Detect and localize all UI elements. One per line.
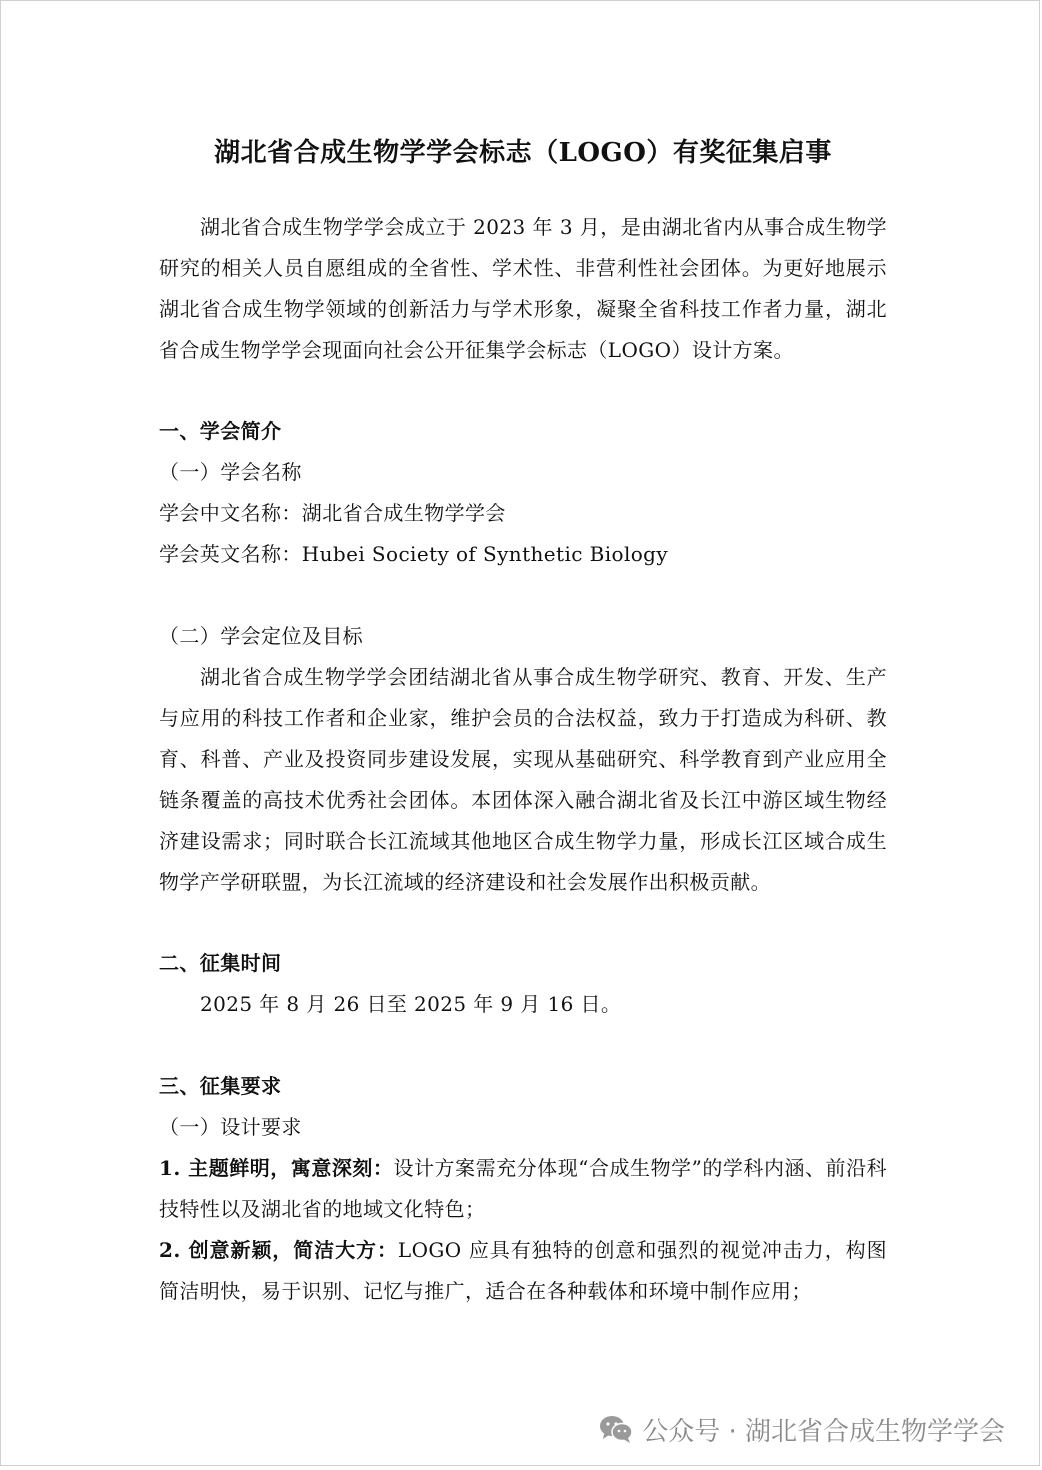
positioning-paragraph: 湖北省合成生物学学会团结湖北省从事合成生物学研究、教育、开发、生产与应用的科技工作者和企业家，维护会员的合法权益，致力于打造成为科研、教育、科普、产业及投资同步建设发展，实现从基础研究、科学教育到产业应用全链条覆盖的高技术优秀社会团体。本团体深入融合湖北省及长江中游区域生物经济建设需求；同时联合长江流域其他地区合成生物学力量，形成长江区域合成生物学产学研联盟，为长江流域的经济建设和社会发展作出积极贡献。 <box>159 665 887 894</box>
requirement-item-2-text: LOGO 应具有独特的创意和强烈的视觉冲击力，构图简洁明快，易于识别、记忆与推广，适合在各种载体和环境中制作应用； <box>159 1238 887 1303</box>
intro-paragraph: 湖北省合成生物学学会成立于 2023 年 3 月，是由湖北省内从事合成生物学研究的相关人员自愿组成的全省性、学术性、非营利性社会团体。为更好地展示湖北省合成生物学领域的创新活力与学术形象，凝聚全省科技工作者力量，湖北省合成生物学学会现面向社会公开征集学会标志（LOGO）设计方案。 <box>159 215 887 362</box>
section1-sub2: （二）学会定位及目标 <box>159 624 363 648</box>
section1-heading: 一、学会简介 <box>159 419 282 443</box>
wechat-watermark <box>598 1407 1005 1451</box>
requirement-item-2 <box>159 1230 887 1312</box>
society-chinese-name: 学会中文名称：湖北省合成生物学学会 <box>159 501 506 525</box>
section2-heading: 二、征集时间 <box>159 951 282 975</box>
requirement-item-1-lead: 1. 主题鲜明，寓意深刻： <box>159 1156 394 1180</box>
section3-sub1: （一）设计要求 <box>159 1115 302 1139</box>
requirement-item-1 <box>159 1148 887 1230</box>
wechat-icon <box>598 1413 634 1445</box>
document-title: 湖北省合成生物学学会标志（LOGO）有奖征集启事 <box>214 138 832 168</box>
requirement-item-1-text: 设计方案需充分体现“合成生物学”的学科内涵、前沿科技特性以及湖北省的地域文化特色； <box>159 1156 888 1221</box>
society-english-name: 学会英文名称：Hubei Society of Synthetic Biology <box>159 542 669 566</box>
watermark-text: 公众号 · 湖北省合成生物学学会 <box>642 1416 1005 1447</box>
section3-heading: 三、征集要求 <box>159 1074 282 1098</box>
requirement-item-2-lead: 2. 创意新颖，简洁大方： <box>159 1238 398 1262</box>
section1-sub1: （一）学会名称 <box>159 460 302 484</box>
collection-period: 2025 年 8 月 26 日至 2025 年 9 月 16 日。 <box>200 992 622 1016</box>
